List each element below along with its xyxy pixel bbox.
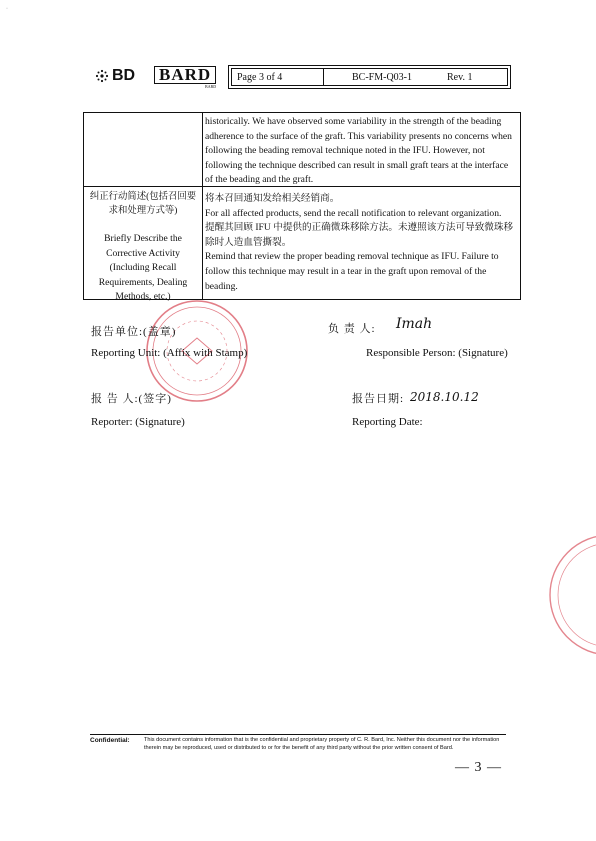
reporter-cn: 报 告 人:(签字)	[91, 393, 172, 405]
report-date-cn: 报告日期:	[352, 393, 405, 405]
bd-burst-icon	[95, 69, 109, 83]
reporter-en: Reporter: (Signature)	[91, 416, 185, 428]
bard-logo-text: BARD	[154, 66, 216, 84]
page-number: — 3 —	[455, 760, 502, 775]
partial-stamp-edge	[540, 530, 596, 660]
scan-corner-mark: ·	[6, 6, 8, 12]
row2-description	[205, 192, 517, 294]
row2-line: For all affected products, send the recall notification to relevant organization.	[205, 207, 502, 219]
row2-label-cn: 纠正行动简述(包括召回要求和处理方式等)	[89, 192, 197, 216]
reporting-unit-cn: 报告单位:(盖章)	[91, 326, 177, 338]
confidential-label: Confidential:	[90, 737, 130, 744]
footer-divider	[90, 734, 506, 735]
document-id: BC-FM-Q03-1	[352, 71, 413, 83]
bard-logo	[154, 66, 216, 89]
confidential-notice: This document contains information that is the confidential and proprietary property of C. R. Bard, Inc. Neither this document nor the information therein may be reproduced, used or distributed to or for the benefit of any third party without the prior written consent of Bard.	[144, 737, 500, 751]
bd-logo	[95, 67, 135, 85]
bd-logo-text: BD	[112, 67, 136, 84]
responsible-person-en: Responsible Person: (Signature)	[366, 347, 508, 359]
revision: Rev. 1	[447, 71, 473, 83]
page-indicator: Page 3 of 4	[232, 69, 324, 85]
report-date-en: Reporting Date:	[352, 416, 423, 428]
document-header-inner	[231, 68, 508, 86]
bard-logo-subtext: BARD	[205, 84, 217, 89]
row2-line: Remind that review the proper beading removal technique as IFU. Failure to follow this technique may result in a tear in the graft upon removal of the beading.	[205, 251, 499, 292]
document-header-box	[228, 65, 511, 89]
report-date-value: 2018.10.12	[410, 390, 479, 404]
responsible-person-cn: 负 责 人:	[328, 323, 376, 335]
row2-line: 提醒其回顾 IFU 中提供的正确微珠移除方法。未遵照该方法可导致微珠移除时人造血管撕裂。	[205, 222, 514, 248]
row1-description: historically. We have observed some variability in the strength of the beading adherence to the surface of the graft. This variability presents no concerns when following the beading removal technique noted in the IFU. However, not following the technique described can result in small graft tears at the interface of the beading and the graft.	[205, 116, 512, 186]
reporting-unit-en: Reporting Unit: (Affix with Stamp)	[91, 347, 248, 359]
row2-label-en: Briefly Describe the Corrective Activity (Including Recall Requirements, Dealing Methods, etc.)	[98, 233, 188, 303]
table-column-divider	[202, 113, 203, 299]
row2-line: 将本召回通知发给相关经销商。	[205, 193, 340, 204]
responsible-person-signature: Imah	[396, 316, 433, 332]
recall-info-table	[83, 112, 521, 303]
